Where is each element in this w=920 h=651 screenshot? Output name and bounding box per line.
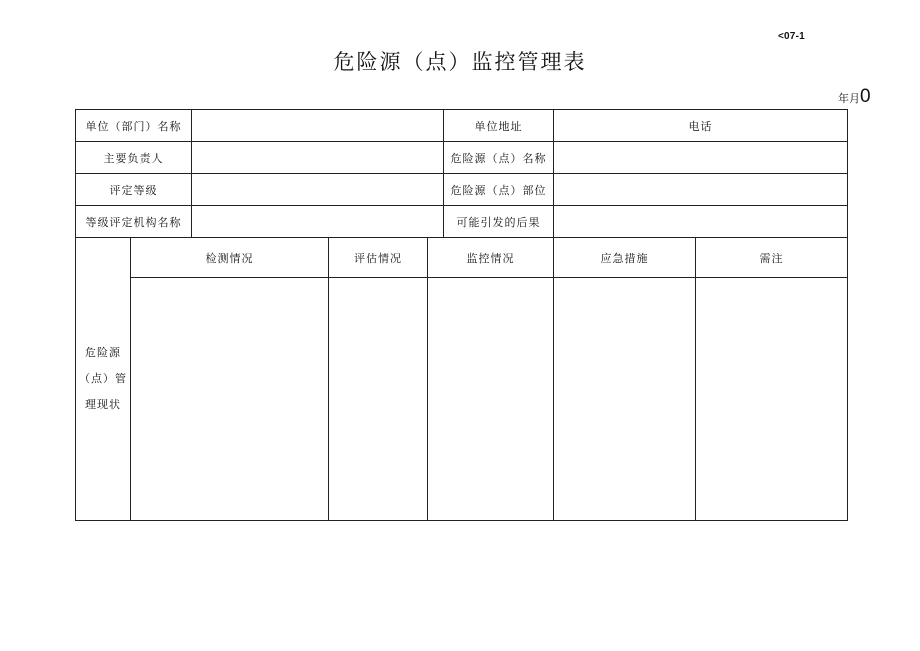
hazard-name-value[interactable] bbox=[554, 142, 848, 174]
phone-label: 电话 bbox=[554, 110, 848, 142]
rating-level-value[interactable] bbox=[192, 174, 444, 206]
rating-agency-value[interactable] bbox=[192, 206, 444, 238]
possible-consequence-label: 可能引发的后果 bbox=[444, 206, 554, 238]
column-header-notes: 需注 bbox=[696, 238, 848, 278]
page-title: 危险源（点）监控管理表 bbox=[333, 50, 587, 74]
info-row bbox=[76, 174, 848, 206]
unit-address-label: 单位地址 bbox=[444, 110, 554, 142]
responsible-person-label: 主要负责人 bbox=[76, 142, 192, 174]
info-row bbox=[76, 142, 848, 174]
column-header-emergency: 应急措施 bbox=[554, 238, 696, 278]
hazard-management-table bbox=[75, 109, 848, 521]
assessment-cell[interactable] bbox=[329, 278, 428, 521]
column-header-assessment: 评估情况 bbox=[329, 238, 428, 278]
column-header-monitoring: 监控情况 bbox=[428, 238, 554, 278]
unit-name-value[interactable] bbox=[192, 110, 444, 142]
hazard-location-label: 危险源（点）部位 bbox=[444, 174, 554, 206]
possible-consequence-value[interactable] bbox=[554, 206, 848, 238]
status-header-row bbox=[76, 238, 848, 278]
status-side-label-line: 理现状 bbox=[85, 398, 121, 411]
status-body-row bbox=[76, 278, 848, 521]
date-line bbox=[800, 88, 880, 110]
rating-agency-label: 等级评定机构名称 bbox=[76, 206, 192, 238]
rating-level-label: 评定等级 bbox=[76, 174, 192, 206]
status-side-label bbox=[76, 238, 131, 521]
column-header-detection: 检测情况 bbox=[131, 238, 329, 278]
info-row bbox=[76, 206, 848, 238]
status-side-label-line: （点）管 bbox=[79, 372, 127, 385]
monitoring-cell[interactable] bbox=[428, 278, 554, 521]
date-label: 年月 bbox=[838, 92, 860, 105]
hazard-location-value[interactable] bbox=[554, 174, 848, 206]
detection-cell[interactable] bbox=[131, 278, 329, 521]
status-side-label-line: 危险源 bbox=[85, 346, 121, 359]
notes-cell[interactable] bbox=[696, 278, 848, 521]
date-value: 0 bbox=[860, 86, 871, 107]
document-code: <07-1 bbox=[778, 31, 805, 42]
info-row bbox=[76, 110, 848, 142]
responsible-person-value[interactable] bbox=[192, 142, 444, 174]
emergency-cell[interactable] bbox=[554, 278, 696, 521]
unit-name-label: 单位（部门）名称 bbox=[76, 110, 192, 142]
hazard-name-label: 危险源（点）名称 bbox=[444, 142, 554, 174]
